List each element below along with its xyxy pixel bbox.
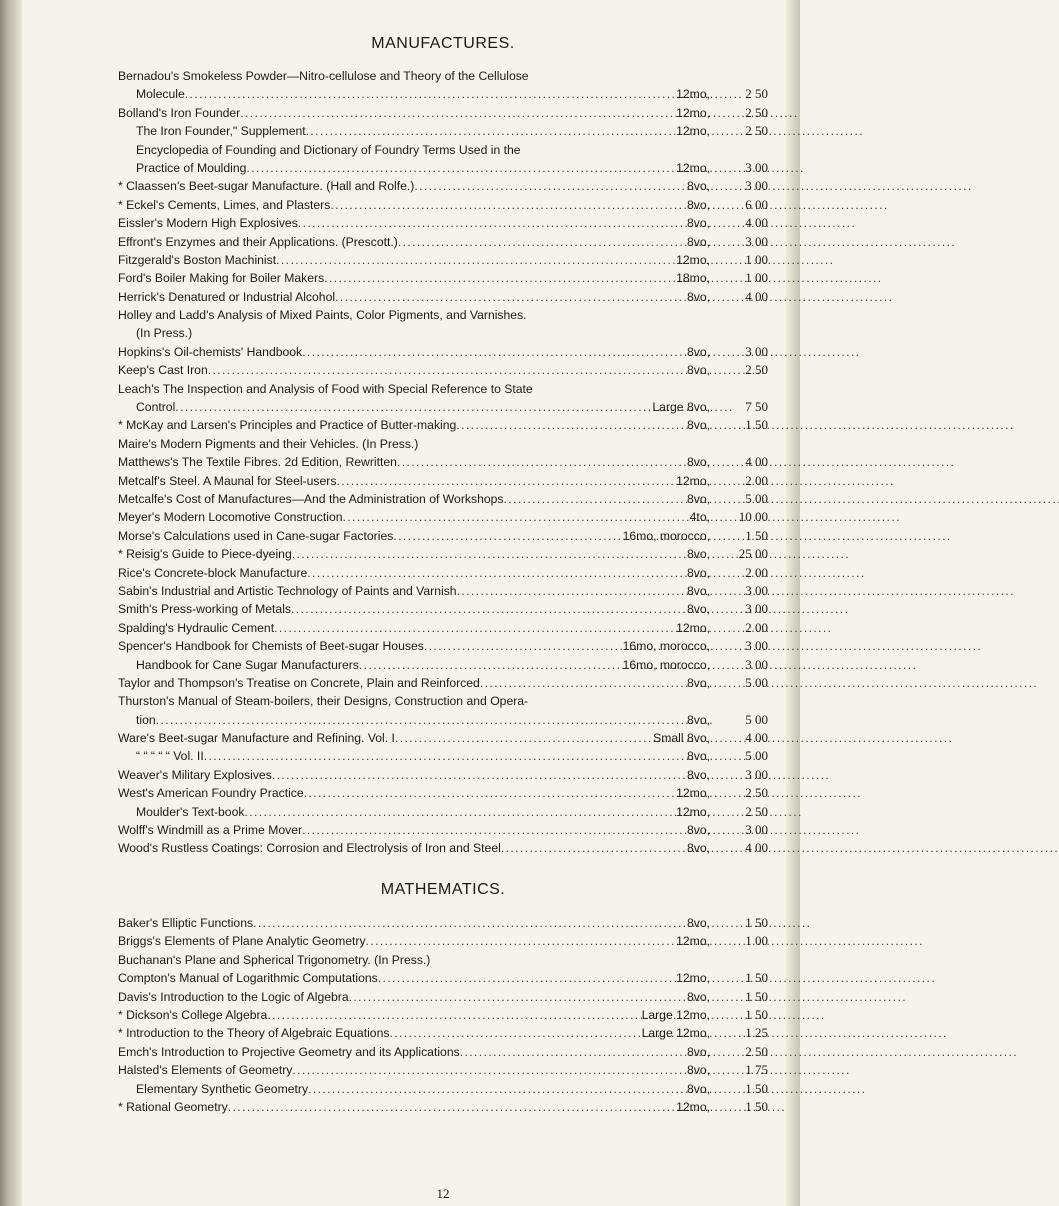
leader-dots [457,582,685,600]
leader-dots [175,398,650,416]
catalog-entry [118,619,768,637]
entry-title: Molecule [136,87,185,102]
leader-dots [378,969,674,987]
catalog-entry [118,1061,768,1079]
entry-price: 2 50 [745,1043,768,1059]
entry-title: Spencer's Handbook for Chemists of Beet-sugar Houses [118,639,424,654]
entry-price: 1 50 [745,527,768,543]
catalog-entry [118,803,768,821]
leader-dots [389,1024,639,1042]
catalog-entry [118,508,768,526]
entry-format: 12mo, [676,620,710,635]
catalog-entry [118,214,768,232]
entry-format: 16mo, morocco, [622,657,710,672]
entry-title: Thurston's Manual of Steam-boilers, their Designs, Construction and Opera- [118,694,529,709]
catalog-entry [118,969,768,987]
entry-format: 8vo, [686,675,710,690]
entry-title: Herrick's Denatured or Industrial Alcohol [118,289,336,304]
catalog-entry [118,416,768,434]
leader-dots [298,214,685,232]
entry-format: 8vo, [686,749,710,764]
leader-dots [246,159,674,177]
entry-title: Sabin's Industrial and Artistic Technology of Paints and Varnish [118,583,457,598]
leader-dots [395,729,651,747]
leader-dots [276,251,674,269]
catalog-entry [118,288,768,306]
leader-dots [244,803,674,821]
leader-dots [228,1098,674,1116]
entry-price: 3 00 [745,343,768,359]
entry-format: 8vo, [686,455,710,470]
catalog-entry [118,564,768,582]
entry-price: 1 50 [745,1006,768,1022]
entry-title: Effront's Enzymes and their Applications. (Prescott.) [118,234,398,249]
catalog-entry [118,85,768,103]
leader-dots [501,839,685,857]
entry-format: 8vo, [686,491,710,506]
entry-format: 12mo, [676,934,710,949]
catalog-entry [118,527,768,545]
catalog-entry [118,122,768,140]
entry-price: 5 00 [745,711,768,727]
catalog-entry [118,380,768,398]
entry-price: 1 75 [745,1062,768,1078]
catalog-entry [118,951,768,969]
entry-price: 2 00 [745,619,768,635]
catalog-entry [118,435,768,453]
entry-format: 12mo, [676,252,710,267]
entry-format: 8vo, [686,602,710,617]
entry-price: 3 00 [745,656,768,672]
entry-title: Weaver's Military Explosives [118,767,272,782]
leader-dots [349,988,685,1006]
catalog-entry [118,582,768,600]
leader-dots [456,416,685,434]
entry-price: 3 00 [745,233,768,249]
mathematics-list [118,914,768,1116]
catalog-entry [118,490,768,508]
entry-format: 8vo, [686,234,710,249]
section-heading-manufactures: MANUFACTURES. [371,35,515,52]
entry-price: 2 50 [745,86,768,102]
entry-format: 8vo, [686,216,710,231]
entry-title: Ware's Beet-sugar Manufacture and Refining. Vol. I [118,731,395,746]
leader-dots [267,1006,639,1024]
entry-title: tion [136,712,156,727]
entry-price: 2 50 [745,104,768,120]
leader-dots [204,747,685,765]
entry-price: 4 00 [745,730,768,746]
leader-dots [359,656,621,674]
entry-title: Encyclopedia of Founding and Dictionary of Foundry Terms Used in the [136,142,521,157]
leader-dots [307,564,685,582]
catalog-entry [118,1080,768,1098]
entry-format: 12mo, [676,804,710,819]
entry-title: Smith's Press-working of Metals [118,602,291,617]
entry-title: Holley and Ladd's Analysis of Mixed Paints, Color Pigments, and Varnishes. [118,308,527,323]
entry-title: Metcalf's Steel. A Maunal for Steel-users [118,473,337,488]
entry-title: Leach's The Inspection and Analysis of Food with Special Reference to State [118,381,533,396]
entry-format: 12mo, [676,87,710,102]
entry-title: Matthews's The Textile Fibres. 2d Edition, Rewritten [118,455,397,470]
entry-title: Moulder's Text-book [136,804,245,819]
entry-title: (In Press.) [136,326,193,341]
entry-format: 8vo, [686,179,710,194]
entry-price: 2 50 [745,123,768,139]
leader-dots [291,600,685,618]
entry-title: Practice of Moulding [136,160,247,175]
leader-dots [393,527,620,545]
entry-price: 1 50 [745,915,768,930]
entry-title: “ “ “ “ “ Vol. II [136,749,204,764]
leader-dots [335,288,685,306]
entry-price: 1 00 [745,251,768,267]
leader-dots [208,361,685,379]
entry-title: Halsted's Elements of Geometry [118,1063,293,1078]
catalog-entry [118,1006,768,1024]
entry-title: Elementary Synthetic Geometry [136,1081,309,1096]
entry-title: Maire's Modern Pigments and their Vehicles. (In Press.) [118,436,419,451]
entry-title: * Reisig's Guide to Piece-dyeing [118,547,292,562]
catalog-entry [118,306,768,324]
entry-title: Keep's Cast Iron [118,363,208,378]
entry-title: Hopkins's Oil-chemists' Handbook [118,344,303,359]
catalog-entry [118,177,768,195]
entry-title: Taylor and Thompson's Treatise on Concrete, Plain and Reinforced [118,675,480,690]
catalog-entry [118,1024,768,1042]
entry-title: Wood's Rustless Coatings: Corrosion and Electrolysis of Iron and Steel [118,841,501,856]
entry-title: Control [136,400,176,415]
entry-format: 8vo, [686,712,710,727]
catalog-entry [118,453,768,471]
leader-dots [424,637,621,655]
leader-dots [398,233,685,251]
entry-format: Large 12mo, [641,1007,710,1022]
catalog-entry [118,821,768,839]
entry-title: Metcalfe's Cost of Manufactures—And the Administration of Workshops [118,491,504,506]
catalog-entry [118,343,768,361]
leader-dots [253,914,685,932]
entry-price: 3 00 [745,822,768,838]
entry-title: Emch's Introduction to Projective Geometry and its Applications [118,1044,460,1059]
entry-title: Morse's Calculations used in Cane-sugar Factories [118,528,394,543]
entry-price: 3 00 [745,159,768,175]
leader-dots [504,490,685,508]
entry-format: 8vo, [686,1081,710,1096]
entry-price: 4 00 [745,454,768,470]
catalog-entry [118,747,768,765]
entry-format: 8vo, [686,1063,710,1078]
catalog-entry [118,839,768,857]
catalog-entry [118,766,768,784]
entry-price: 1 50 [745,970,768,986]
catalog-entry [118,104,768,122]
leader-dots [292,1061,685,1079]
entry-title: Wolff's Windmill as a Prime Mover [118,823,303,838]
entry-format: 18mo, [676,271,710,286]
entry-price: 6 00 [745,196,768,212]
entry-price: 5 00 [745,674,768,690]
leader-dots [306,122,674,140]
entry-price: 4 00 [745,215,768,231]
entry-format: 8vo, [686,989,710,1004]
catalog-entry [118,196,768,214]
entry-format: 8vo, [686,916,710,930]
entry-title: Bolland's Iron Founder [118,105,241,120]
catalog-entry [118,1043,768,1061]
entry-format: 8vo, [686,547,710,562]
leader-dots [302,821,685,839]
entry-price: 1 50 [745,988,768,1004]
catalog-entry [118,233,768,251]
entry-format: 12mo, [676,786,710,801]
entry-format: Small 8vo, [653,731,710,746]
entry-price: 5 00 [745,490,768,506]
leader-dots [308,1080,685,1098]
leader-dots [343,508,688,526]
entry-title: Meyer's Modern Locomotive Construction [118,510,343,525]
entry-price: 4 00 [745,840,768,856]
entry-price: 1 50 [745,417,768,433]
entry-format: 12mo, [676,1099,710,1114]
entry-title: Rice's Concrete-block Manufacture [118,565,308,580]
catalog-entry [118,674,768,692]
entry-title: Baker's Elliptic Functions [118,916,254,930]
entry-title: The Iron Founder," Supplement [136,124,306,139]
leader-dots [460,1043,685,1061]
entry-title: * McKay and Larsen's Principles and Practice of Butter-making [118,418,457,433]
entry-price: 2 50 [745,803,768,819]
catalog-entry [118,251,768,269]
catalog-entry [118,472,768,490]
leader-dots [240,104,674,122]
leader-dots [272,766,685,784]
entry-title: Davis's Introduction to the Logic of Algebra [118,989,349,1004]
entry-price: 1 50 [745,1080,768,1096]
entry-price: 2 50 [745,362,768,378]
catalog-entry [118,361,768,379]
entry-format: 12mo, [676,473,710,488]
leader-dots [274,619,674,637]
entry-title: * Rational Geometry [118,1099,228,1114]
entry-price: 2 50 [745,785,768,801]
entry-title: * Claassen's Beet-sugar Manufacture. (Hall and Rolfe.) [118,179,415,194]
entry-format: 8vo, [686,767,710,782]
catalog-entry [118,600,768,618]
entry-price: 3 00 [745,638,768,654]
entry-title: Fitzgerald's Boston Machinist [118,252,277,267]
entry-title: West's American Foundry Practice [118,786,304,801]
entry-title: Eissler's Modern High Explosives [118,216,298,231]
entry-title: Bernadou's Smokeless Powder—Nitro-cellulose and Theory of the Cellulose [118,69,529,83]
entry-title: Compton's Manual of Logarithmic Computations [118,971,378,986]
leader-dots [336,472,674,490]
entry-title: Ford's Boiler Making for Boiler Makers [118,271,325,286]
entry-format: 8vo, [686,583,710,598]
entry-title: * Dickson's College Algebra [118,1007,268,1022]
leader-dots [414,177,685,195]
entry-format: 12mo, [676,971,710,986]
entry-price: 25 00 [738,546,768,562]
catalog-entry [118,711,768,729]
entry-price: 1 50 [745,1098,768,1114]
entry-format: 8vo, [686,841,710,856]
entry-format: 8vo, [686,363,710,378]
entry-price: 1 00 [745,270,768,286]
entry-price: 3 00 [745,582,768,598]
leader-dots [304,784,674,802]
entry-price: 2 00 [745,564,768,580]
catalog-entry [118,637,768,655]
catalog-entry [118,67,768,85]
page-number: 12 [436,1186,450,1201]
catalog-entry [118,914,768,932]
entry-price: 1 25 [745,1025,768,1041]
entry-title: Buchanan's Plane and Spherical Trigonometry. (In Press.) [118,952,431,967]
entry-format: 8vo, [686,197,710,212]
entry-price: 5 00 [745,748,768,764]
entry-title: Spalding's Hydraulic Cement [118,620,275,635]
entry-price: 10 00 [738,509,768,525]
leader-dots [480,674,685,692]
entry-format: 12mo, [676,124,710,139]
entry-price: 3 00 [745,766,768,782]
catalog-entry [118,324,768,342]
entry-format: Large 8vo, [652,400,710,415]
page-binding-edge [0,0,22,1206]
entry-price: 1 00 [745,933,768,949]
leader-dots [185,85,674,103]
catalog-entry [118,269,768,287]
catalog-entry [118,545,768,563]
leader-dots [366,932,675,950]
entry-format: 12mo, [676,105,710,120]
entry-format: 8vo, [686,823,710,838]
entry-title: Handbook for Cane Sugar Manufacturers [136,657,359,672]
catalog-entry [118,159,768,177]
entry-price: 2 00 [745,472,768,488]
leader-dots [330,196,685,214]
entry-title: * Eckel's Cements, Limes, and Plasters [118,197,331,212]
entry-title: * Introduction to the Theory of Algebraic Equations [118,1026,390,1041]
catalog-entry [118,692,768,710]
section-heading-mathematics: MATHEMATICS. [380,881,506,898]
entry-price: 3 00 [745,178,768,194]
entry-format: 8vo, [686,565,710,580]
entry-price: 4 00 [745,288,768,304]
entry-format: 16mo, morocco, [622,639,710,654]
entry-format: Large 12mo, [641,1026,710,1041]
leader-dots [292,545,685,563]
catalog-entry [118,398,768,416]
entry-format: 12mo, [676,160,710,175]
entry-format: 8vo, [686,1044,710,1059]
catalog-entry [118,141,768,159]
leader-dots [156,711,685,729]
catalog-entry [118,729,768,747]
catalog-entry [118,1098,768,1116]
catalog-entry [118,784,768,802]
entry-format: 8vo, [686,344,710,359]
entry-title: Briggs's Elements of Plane Analytic Geometry [118,934,366,949]
entry-format: 4to, [689,510,710,525]
entry-price: 7 50 [745,399,768,415]
catalog-entry [118,932,768,950]
leader-dots [302,343,685,361]
leader-dots [324,269,674,287]
catalog-entry [118,656,768,674]
manufactures-list [118,67,768,858]
entry-format: 8vo, [686,418,710,433]
entry-format: 16mo, morocco, [622,528,710,543]
leader-dots [397,453,685,471]
entry-format: 8vo, [686,289,710,304]
catalog-entry [118,988,768,1006]
entry-price: 3 00 [745,601,768,617]
